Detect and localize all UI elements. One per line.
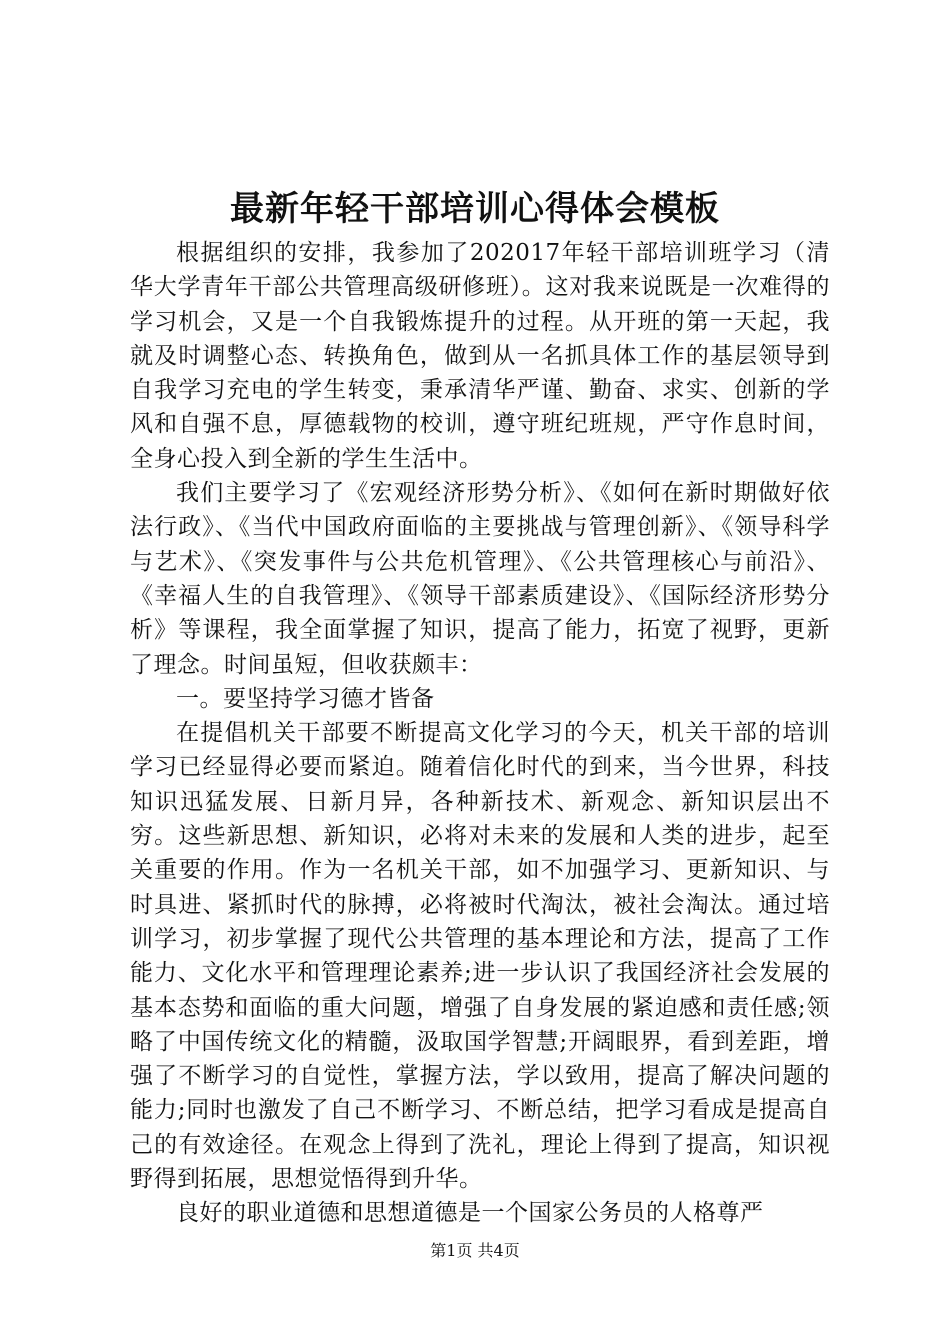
paragraph-1: 根据组织的安排，我参加了202017年轻干部培训班学习（清华大学青年干部公共管理高级研修班）。这对我来说既是一次难得的学习机会，又是一个自我锻炼提升的过程。从开班的第一天起，我就及时调整心态、转换角色，做到从一名抓具体工作的基层领导到自我学习充电的学生转变，秉承清华严谨、勤奋、求实、创新的学风和自强不息，厚德载物的校训，遵守班纪班规，严守作息时间，全身心投入到全新的学生生活中。 (130, 240, 830, 472)
page-number-footer: 第1页 共4页 (430, 1241, 520, 1260)
paragraph-3: 在提倡机关干部要不断提高文化学习的今天，机关干部的培训学习已经显得必要而紧迫。随着信化时代的到来，当今世界，科技知识迅猛发展、日新月异，各种新技术、新观念、新知识层出不穷。这些新思想、新知识，必将对未来的发展和人类的进步，起至关重要的作用。作为一名机关干部，如不加强学习、更新知识、与时具进、紧抓时代的脉搏，必将被时代淘汰，被社会淘汰。通过培训学习，初步掌握了现代公共管理的基本理论和方法，提高了工作能力、文化水平和管理理论素养;进一步认识了我国经济社会发展的基本态势和面临的重大问题，增强了自身发展的紧迫感和责任感;领略了中国传统文化的精髓，汲取国学智慧;开阔眼界，看到差距，增强了不断学习的自觉性，掌握方法，学以致用，提高了解决问题的能力;同时也激发了自己不断学习、不断总结，把学习看成是提高自己的有效途径。在观念上得到了洗礼，理论上得到了提高，知识视野得到拓展，思想觉悟得到升华。 (130, 720, 830, 1193)
document-title: 最新年轻干部培训心得体会模板 (230, 189, 720, 229)
section-heading-1: 一。要坚持学习德才皆备 (176, 685, 435, 712)
document-body (130, 236, 830, 1231)
paragraph-4: 良好的职业道德和思想道德是一个国家公务员的人格尊严 (176, 1200, 764, 1227)
paragraph-2: 我们主要学习了《宏观经济形势分析》、《如何在新时期做好依法行政》、《当代中国政府面临的主要挑战与管理创新》、《领导科学与艺术》、《突发事件与公共危机管理》、《公共管理核心与前沿》、《幸福人生的自我管理》、《领导干部素质建设》、《国际经济形势分析》等课程，我全面掌握了知识，提高了能力，拓宽了视野，更新了理念。时间虽短，但收获颇丰： (130, 480, 830, 678)
